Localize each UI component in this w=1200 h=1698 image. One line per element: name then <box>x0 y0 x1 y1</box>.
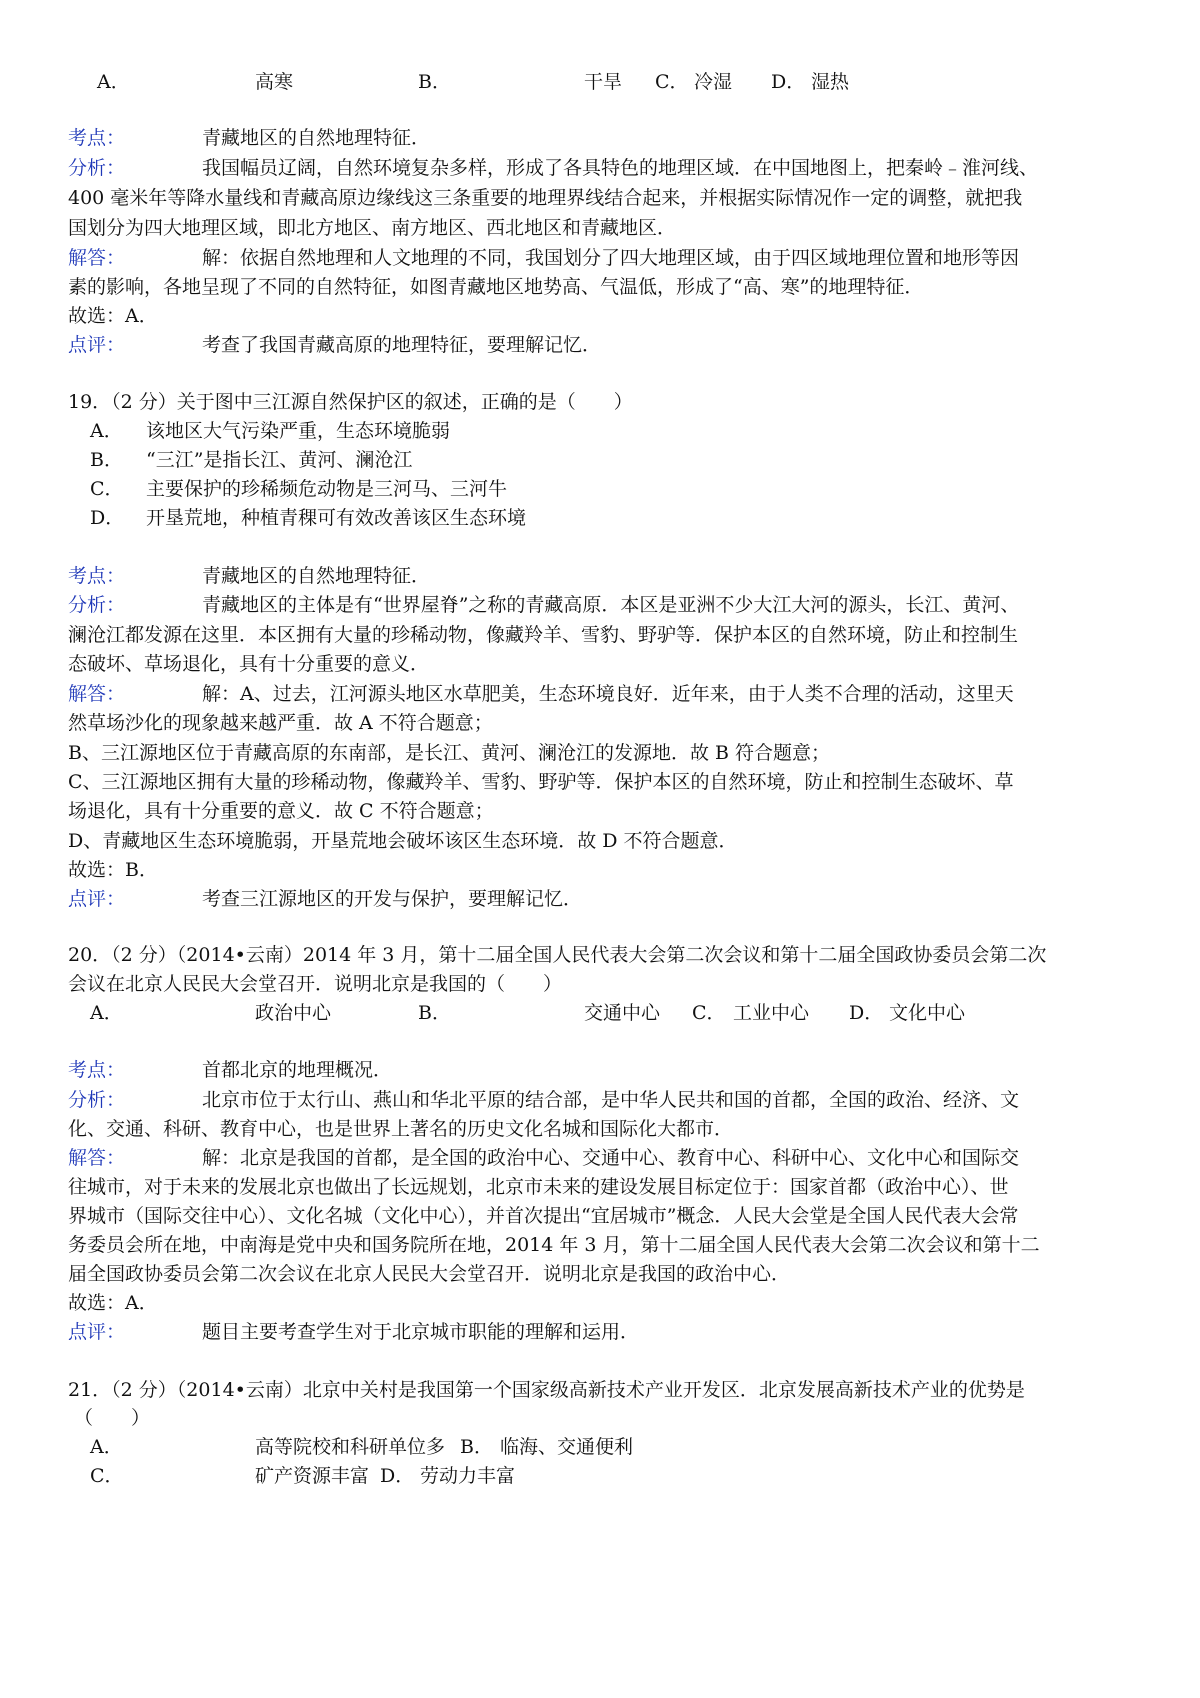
q19-fenxi <box>68 590 125 620</box>
q20-jieda <box>68 1143 125 1173</box>
q19-guxuan: 故选：B． <box>68 859 158 881</box>
q18-option-b-letter: B． <box>418 71 451 93</box>
fenxi-label: 分析： <box>68 1089 126 1111</box>
q19-kaodian <box>68 561 125 591</box>
q19-jieda-line: B、三江源地区位于青藏高原的东南部，是长江、黄河、澜沧江的发源地．故 B 符合题意； <box>68 742 831 764</box>
kaodian-label: 考点： <box>68 127 126 149</box>
q18-option-d-text: 湿热 <box>811 71 850 93</box>
q19-jieda-line: 场退化，具有十分重要的意义．故 C 不符合题意； <box>68 800 494 822</box>
q20-option-a-letter: A． <box>90 1002 123 1024</box>
q20-option-d-letter: D． <box>849 1002 884 1024</box>
q20-fenxi-line: 北京市位于太行山、燕山和华北平原的结合部，是中华人民共和国的首都，全国的政治、经济、文 <box>202 1089 1020 1111</box>
q19-option-d-letter: D． <box>90 507 125 529</box>
q18-kaodian <box>68 123 125 153</box>
q20-jieda-line: 解：北京是我国的首都，是全国的政治中心、交通中心、教育中心、科研中心、文化中心和国际交 <box>202 1147 1020 1169</box>
q19-stem: 19．（2 分）关于图中三江源自然保护区的叙述，正确的是（ ） <box>68 391 633 413</box>
q19-jieda-line: 然草场沙化的现象越来越严重．故 A 不符合题意； <box>68 712 493 734</box>
q20-option-a-text: 政治中心 <box>255 1002 332 1024</box>
kaodian-label: 考点： <box>68 565 126 587</box>
jieda-label: 解答： <box>68 1147 126 1169</box>
q19-option-d-text: 开垦荒地，种植青稞可有效改善该区生态环境 <box>146 507 527 529</box>
fenxi-label: 分析： <box>68 594 126 616</box>
q21-option-c-text: 矿产资源丰富 <box>255 1465 370 1487</box>
q21-stem-line: 21．（2 分）（2014•云南）北京中关村是我国第一个国家级高新技术产业开发区．北京发展高新技术产业的优势是 <box>68 1379 1025 1401</box>
kaodian-label: 考点： <box>68 1059 126 1081</box>
q20-option-c-letter: C． <box>692 1002 726 1024</box>
q21-option-d-text: 劳动力丰富 <box>420 1465 516 1487</box>
q20-option-b-letter: B． <box>418 1002 451 1024</box>
q21-option-a-letter: A． <box>90 1436 123 1458</box>
q19-fenxi-line: 青藏地区的主体是有“世界屋脊”之称的青藏高原．本区是亚洲不少大江大河的源头，长江、黄河、 <box>202 594 1020 616</box>
q19-fenxi-line: 态破坏、草场退化，具有十分重要的意义． <box>68 653 430 675</box>
q20-jieda-line: 往城市，对于未来的发展北京也做出了长远规划，北京市未来的建设发展目标定位于：国家首都（政治中心）、世 <box>68 1176 1009 1198</box>
q18-option-d-letter: D． <box>771 71 806 93</box>
q19-jieda <box>68 679 125 709</box>
q20-kaodian-text: 首都北京的地理概况． <box>202 1059 393 1081</box>
q21-stem-line: （ ） <box>74 1407 151 1429</box>
dianping-label: 点评： <box>68 1321 126 1343</box>
q18-option-c-text: 冷湿 <box>694 71 733 93</box>
q19-dianping-text: 考查三江源地区的开发与保护，要理解记忆． <box>202 888 583 910</box>
q18-dianping <box>68 330 125 360</box>
q18-option-c-letter: C． <box>655 71 689 93</box>
q20-guxuan: 故选：A． <box>68 1292 158 1314</box>
q19-kaodian-text: 青藏地区的自然地理特征． <box>202 565 431 587</box>
q20-stem-line: 会议在北京人民民大会堂召开．说明北京是我国的（ ） <box>68 973 563 995</box>
q18-dianping-text: 考查了我国青藏高原的地理特征，要理解记忆． <box>202 334 602 356</box>
q19-option-c-text: 主要保护的珍稀频危动物是三河马、三河牛 <box>146 478 508 500</box>
q18-fenxi-line: 国划分为四大地理区域，即北方地区、南方地区、西北地区和青藏地区． <box>68 217 677 239</box>
q18-jieda-line: 素的影响，各地呈现了不同的自然特征，如图青藏地区地势高、气温低，形成了“高、寒”的地理特征． <box>68 276 924 298</box>
q20-jieda-line: 务委员会所在地，中南海是党中央和国务院所在地，2014 年 3 月，第十二届全国人民代表大会第二次会议和第十二 <box>68 1234 1040 1256</box>
q20-dianping-text: 题目主要考查学生对于北京城市职能的理解和运用． <box>202 1321 640 1343</box>
q20-stem-line: 20．（2 分）（2014•云南）2014 年 3 月，第十二届全国人民代表大会第二次会议和第十二届全国政协委员会第二次 <box>68 944 1047 966</box>
q19-jieda-line: 解：A、过去，江河源头地区水草肥美，生态环境良好．近年来，由于人类不合理的活动，这里天 <box>202 683 1014 705</box>
q18-fenxi <box>68 153 125 183</box>
q20-fenxi <box>68 1085 125 1115</box>
q20-option-b-text: 交通中心 <box>584 1002 661 1024</box>
q19-dianping <box>68 884 125 914</box>
q19-fenxi-line: 澜沧江都发源在这里．本区拥有大量的珍稀动物，像藏羚羊、雪豹、野驴等．保护本区的自然环境，防止和控制生 <box>68 624 1019 646</box>
q18-kaodian-text: 青藏地区的自然地理特征． <box>202 127 431 149</box>
q21-option-b-text: 临海、交通便利 <box>500 1436 634 1458</box>
q20-jieda-line: 界城市（国际交往中心）、文化名城（文化中心），并首次提出“宜居城市”概念．人民大会堂是全国人民代表大会常 <box>68 1205 1019 1227</box>
q18-fenxi-line: 我国幅员辽阔，自然环境复杂多样，形成了各具特色的地理区域．在中国地图上，把秦岭﹣淮河线、 <box>202 157 1039 179</box>
q18-option-a-letter: A． <box>97 71 130 93</box>
q19-jieda-line: C、三江源地区拥有大量的珍稀动物，像藏羚羊、雪豹、野驴等．保护本区的自然环境，防止和控制生态破坏、草 <box>68 771 1014 793</box>
q18-guxuan: 故选：A． <box>68 305 158 327</box>
q19-jieda-line: D、青藏地区生态环境脆弱，开垦荒地会破坏该区生态环境．故 D 不符合题意． <box>68 830 738 852</box>
q20-kaodian <box>68 1055 125 1085</box>
q19-option-a-text: 该地区大气污染严重，生态环境脆弱 <box>146 420 451 442</box>
q20-dianping <box>68 1317 125 1347</box>
q18-option-a-text: 高寒 <box>255 71 294 93</box>
q18-fenxi-line: 400 毫米年等降水量线和青藏高原边缘线这三条重要的地理界线结合起来，并根据实际情况作一定的调整，就把我 <box>68 187 1023 209</box>
q20-option-d-text: 文化中心 <box>889 1002 966 1024</box>
q18-jieda-line: 解：依据自然地理和人文地理的不同，我国划分了四大地理区域，由于四区域地理位置和地形等因 <box>202 247 1020 269</box>
q21-option-d-letter: D． <box>380 1465 415 1487</box>
q21-option-c-letter: C． <box>90 1465 124 1487</box>
q19-option-b-letter: B． <box>90 449 123 471</box>
q19-option-c-letter: C． <box>90 478 124 500</box>
q19-option-a-letter: A． <box>90 420 123 442</box>
q18-jieda <box>68 243 125 273</box>
q19-option-b-text: “三江”是指长江、黄河、澜沧江 <box>146 449 413 471</box>
q20-option-c-text: 工业中心 <box>733 1002 810 1024</box>
q21-option-a-text: 高等院校和科研单位多 <box>255 1436 446 1458</box>
q21-option-b-letter: B． <box>460 1436 493 1458</box>
jieda-label: 解答： <box>68 247 126 269</box>
q20-jieda-line: 届全国政协委员会第二次会议在北京人民民大会堂召开．说明北京是我国的政治中心． <box>68 1263 791 1285</box>
jieda-label: 解答： <box>68 683 126 705</box>
q20-fenxi-line: 化、交通、科研、教育中心，也是世界上著名的历史文化名城和国际化大都市． <box>68 1118 734 1140</box>
fenxi-label: 分析： <box>68 157 126 179</box>
q18-option-b-text: 干旱 <box>584 71 623 93</box>
dianping-label: 点评： <box>68 888 126 910</box>
dianping-label: 点评： <box>68 334 126 356</box>
